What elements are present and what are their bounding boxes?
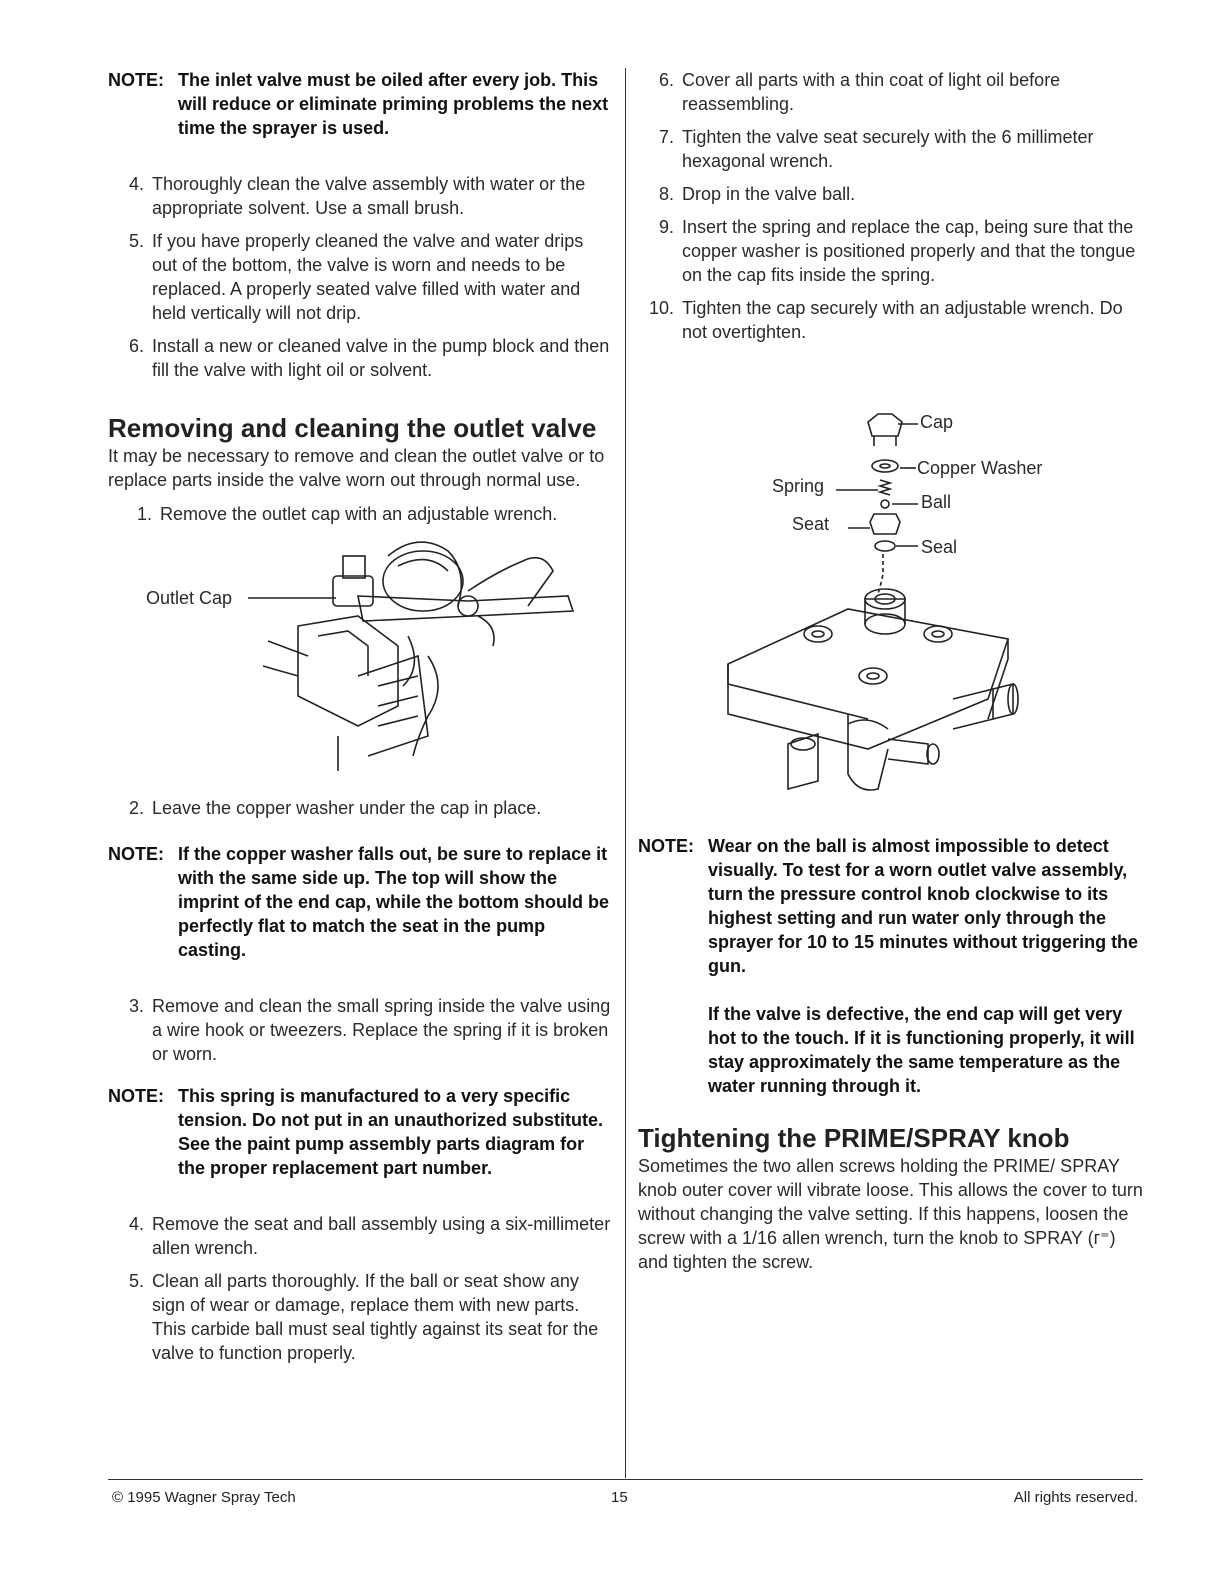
footer-rights: All rights reserved. <box>1013 1489 1138 1506</box>
note-text-2: If the valve is defective, the end cap will get very hot to the touch. If it is functioning properly, it will stay approximately the same temperature as the water running through it. <box>708 1004 1135 1096</box>
label-spring: Spring <box>772 476 825 496</box>
step-number: 7. <box>658 127 674 147</box>
step-oil-parts <box>638 68 1143 116</box>
note-label: NOTE: <box>108 1086 164 1106</box>
step-text: Leave the copper washer under the cap in place. <box>152 798 542 818</box>
step-check-drip <box>108 229 613 325</box>
step-text: Drop in the valve ball. <box>682 184 856 204</box>
note-worn-ball <box>638 834 1143 1098</box>
step-number: 4. <box>128 1214 144 1234</box>
note-label: NOTE: <box>108 844 164 864</box>
step-text: Remove the seat and ball assembly using a six-millimeter allen wrench. <box>152 1214 611 1258</box>
note-label: NOTE: <box>108 70 164 90</box>
left-column <box>108 68 613 1365</box>
section-paragraph: Sometimes the two allen screws holding the PRIME/ SPRAY knob outer cover will vibrate loose. This allows the cover to turn without changing the valve setting. If this happens, loosen the screw with a 1/16 allen wrench, turn the knob to SPRAY (г⁼) and tighten the screw. <box>638 1156 1143 1272</box>
note-text: The inlet valve must be oiled after every job. This will reduce or eliminate priming problems the next time the sprayer is used. <box>178 70 609 138</box>
note-spring-tension <box>108 1084 613 1180</box>
step-install-valve <box>108 334 613 382</box>
step-text: Insert the spring and replace the cap, being sure that the copper washer is positioned properly and that the tongue on the cap fits inside the spring. <box>682 217 1136 285</box>
section-heading-prime-spray: Tightening the PRIME/SPRAY knob <box>638 1123 1070 1153</box>
step-text: Remove the outlet cap with an adjustable wrench. <box>160 504 558 524</box>
valve-parts-illustration <box>698 394 1038 824</box>
section-intro: It may be necessary to remove and clean the outlet valve or to replace parts inside the valve worn out through normal use. <box>108 446 605 490</box>
label-ball: Ball <box>921 492 952 512</box>
step-text: Remove and clean the small spring inside the valve using a wire hook or tweezers. Replace the spring if it is broken or worn. <box>152 996 611 1064</box>
step-tighten-cap <box>638 296 1143 344</box>
outlet-cap-label: Outlet Cap <box>146 588 233 608</box>
step-remove-spring <box>108 994 613 1066</box>
right-column <box>638 68 1143 1274</box>
label-seat: Seat <box>792 514 830 534</box>
step-text: Cover all parts with a thin coat of light oil before reassembling. <box>682 70 1061 114</box>
label-cap: Cap <box>920 412 954 432</box>
step-text: If you have properly cleaned the valve and water drips out of the bottom, the valve is worn and needs to be replaced. A properly seated valve filled with water and held vertically will not drip. <box>152 231 584 323</box>
step-text: Tighten the valve seat securely with the 6 millimeter hexagonal wrench. <box>682 127 1094 171</box>
step-number: 6. <box>128 336 144 356</box>
note-inlet-valve <box>108 68 613 140</box>
label-seal: Seal <box>921 537 958 557</box>
note-copper-washer <box>108 842 613 962</box>
step-clean-assembly <box>108 172 613 220</box>
wrench-illustration <box>238 536 578 786</box>
step-remove-seat <box>108 1212 613 1260</box>
step-number: 6. <box>658 70 674 90</box>
footer-rule <box>108 1479 1143 1480</box>
step-text: Thoroughly clean the valve assembly with water or the appropriate solvent. Use a small brush. <box>152 174 586 218</box>
step-text: Install a new or cleaned valve in the pump block and then fill the valve with light oil or solvent. <box>152 336 610 380</box>
step-tighten-seat <box>638 125 1143 173</box>
note-text: This spring is manufactured to a very specific tension. Do not put in an unauthorized substitute. See the paint pump assembly parts diagram for the proper replacement part number. <box>178 1086 603 1178</box>
step-number: 5. <box>128 1271 144 1291</box>
step-number: 8. <box>658 184 674 204</box>
label-copper-washer: Copper Washer <box>917 458 1043 478</box>
note-text <box>708 834 1143 1098</box>
column-divider <box>625 68 626 1478</box>
step-number: 3. <box>128 996 144 1016</box>
step-number: 2. <box>128 798 144 818</box>
step-insert-spring <box>638 215 1143 287</box>
step-number: 9. <box>658 217 674 237</box>
outlet-valve-diagram <box>638 344 1143 834</box>
footer-copyright: © 1995 Wagner Spray Tech <box>112 1489 296 1506</box>
step-remove-cap <box>108 502 613 526</box>
note-label: NOTE: <box>638 836 694 856</box>
step-number: 10. <box>648 298 674 318</box>
step-text: Tighten the cap securely with an adjustable wrench. Do not overtighten. <box>682 298 1123 342</box>
step-number: 4. <box>128 174 144 194</box>
outlet-cap-figure <box>108 526 613 796</box>
step-number: 5. <box>128 231 144 251</box>
section-heading-outlet-valve: Removing and cleaning the outlet valve <box>108 413 597 443</box>
step-drop-ball <box>638 182 1143 206</box>
note-text-1: Wear on the ball is almost impossible to detect visually. To test for a worn outlet valve assembly, turn the pressure control knob clockwise to its highest setting and run water only through the sprayer for 10 to 15 minutes without triggering the gun. <box>708 836 1139 976</box>
step-number: 1. <box>136 504 152 524</box>
note-text: If the copper washer falls out, be sure to replace it with the same side up. The top will show the imprint of the end cap, while the bottom should be perfectly flat to match the seat in the pump casting. <box>178 844 609 960</box>
page-number: 15 <box>611 1489 628 1506</box>
step-clean-parts <box>108 1269 613 1365</box>
step-leave-washer <box>108 796 613 820</box>
step-text: Clean all parts thoroughly. If the ball or seat show any sign of wear or damage, replace them with new parts. This carbide ball must seal tightly against its seat for the valve to function properly. <box>152 1271 599 1363</box>
